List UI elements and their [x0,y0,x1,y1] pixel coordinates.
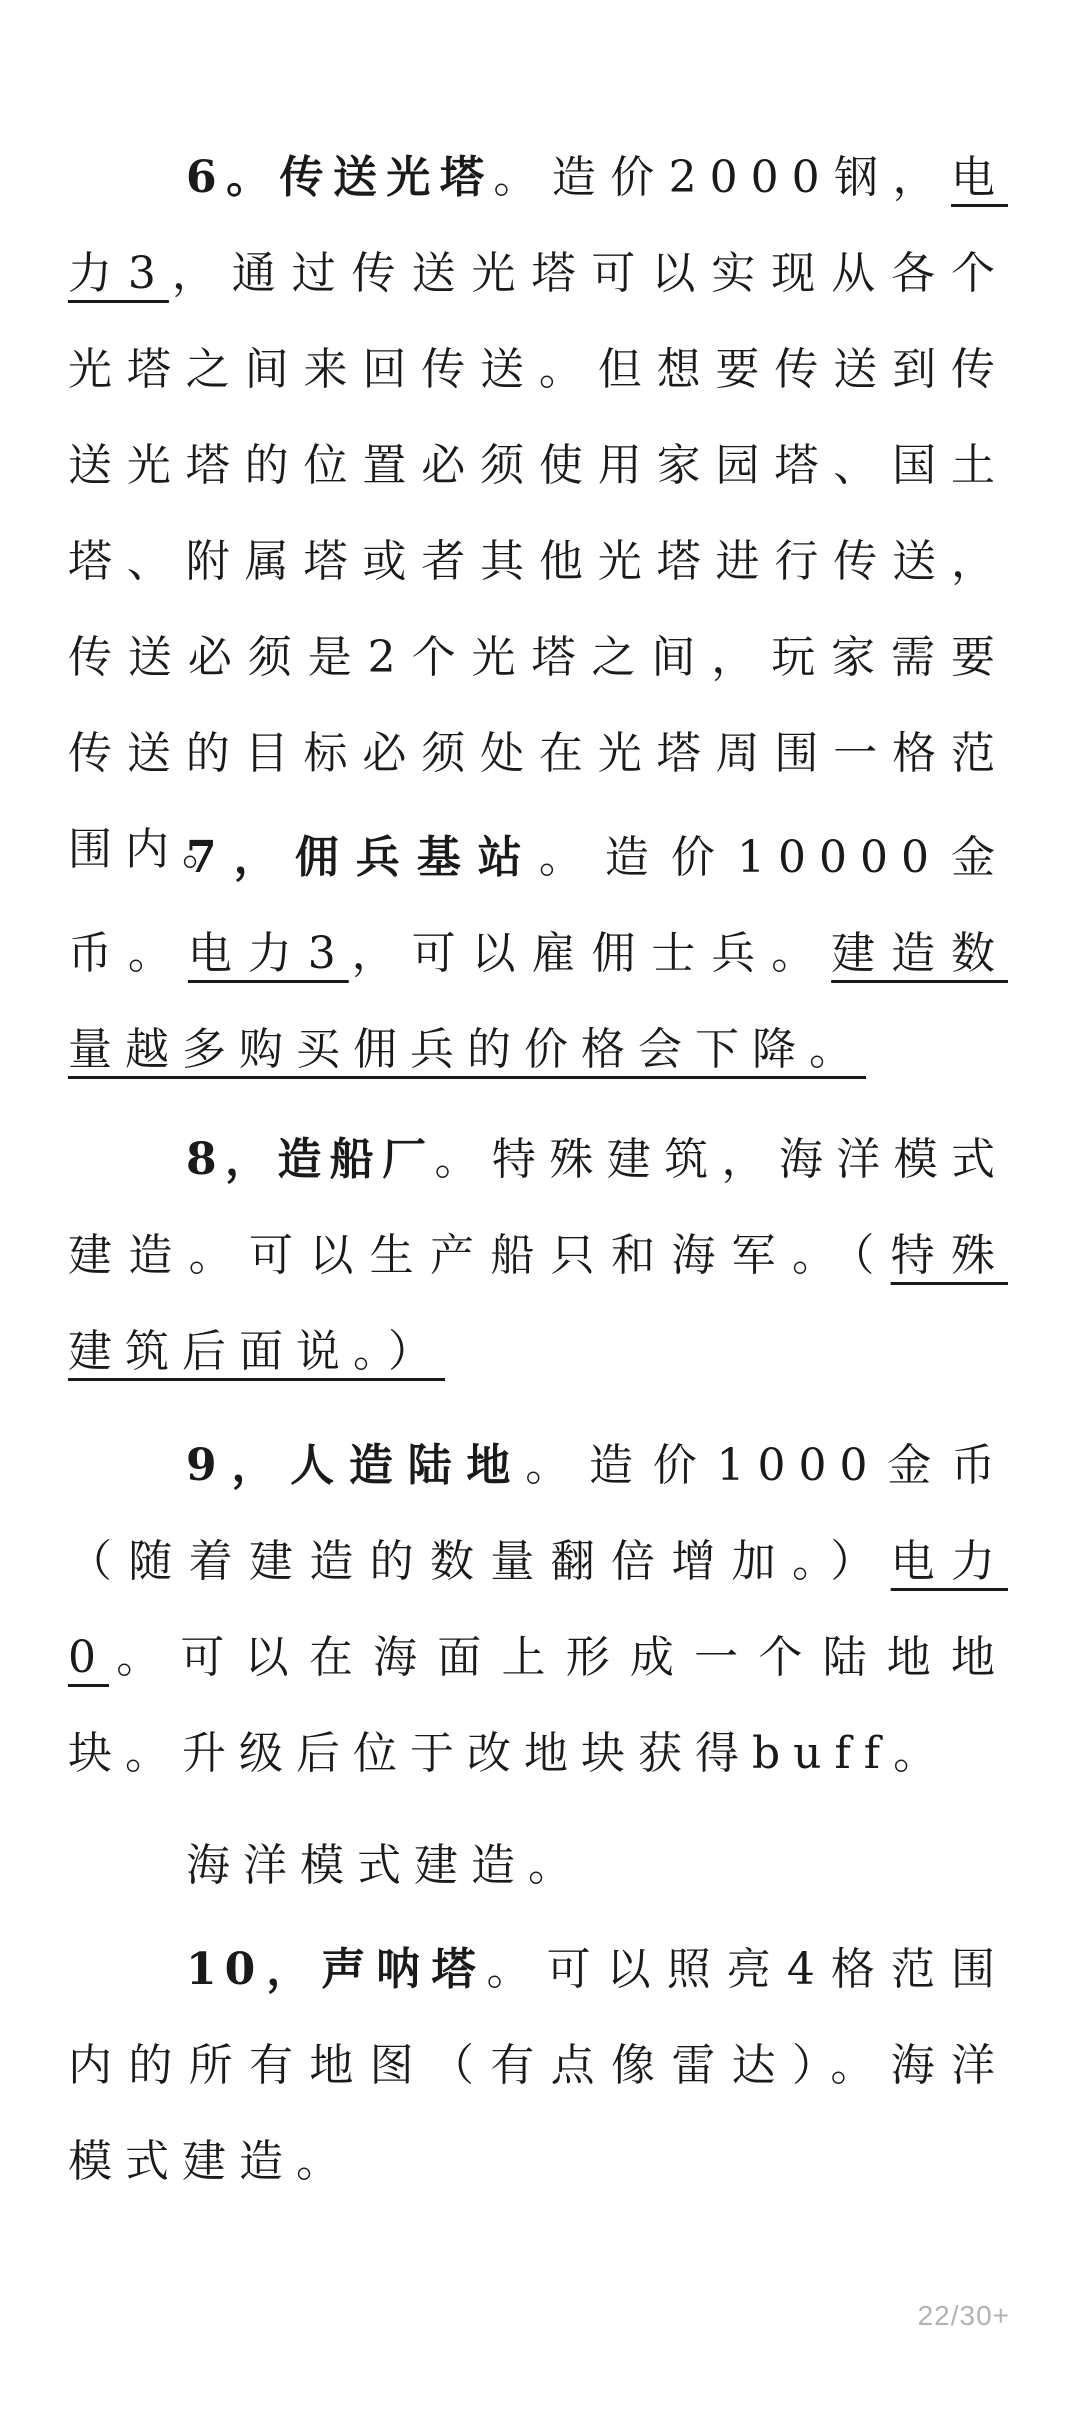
section-9-paragraph [68,1418,1008,1802]
section-9-power-underlined: 电力0 [68,1536,1009,1683]
section-9-text-2: 。可以在海面上形成一个陆地地块。升级后位于改地块获得buff。 [68,1632,1008,1779]
section-9-text-1: 。造价1000金币（随着建造的数量翻倍增加。） [68,1440,1008,1587]
section-8-text-1: 。特殊建筑，海洋模式建造。可以生产船只和海军。（ [68,1134,1009,1281]
section-9-heading: 9，人造陆地 [186,1440,526,1491]
section-7-text-1: 。造价10000金币。 [68,832,1008,979]
section-10-text-1: 。可以照亮4格范围内的所有地图（有点像雷达）。海洋模式建造。 [68,1944,1008,2187]
section-7-heading: 7，佣兵基站 [186,832,539,883]
section-8-heading: 8，造船厂 [186,1134,435,1185]
section-7-paragraph [68,810,1008,1098]
section-10-paragraph [68,1922,1008,2210]
page-indicator: 22/30+ [917,2300,1010,2331]
ocean-mode-note: 海洋模式建造。 [186,1840,585,1891]
section-7-text-2: ，可以雇佣士兵。 [348,928,832,979]
section-6-text-2: ，通过传送光塔可以实现从各个光塔之间来回传送。但想要传送到传送光塔的位置必须使用家园塔、国土塔、附属塔或者其他光塔进行传送，传送必须是2个光塔之间，玩家需要传送的目标必须处在光塔周围一格范围内。 [68,248,1009,875]
section-8-paragraph [68,1112,1008,1400]
section-6-paragraph [68,130,1008,898]
section-7-power-underlined: 电力3 [187,928,349,979]
section-7-note-underlined: 建造数量越多购买佣兵的价格会下降。 [68,928,1009,1075]
section-10-heading: 10，声呐塔 [186,1944,487,1995]
section-6-text-1: 。造价2000钢， [493,152,951,203]
section-6-heading: 6。传送光塔 [186,152,494,203]
section-6-power-underlined: 电力3 [68,152,1008,299]
section-8-note-underlined: 特殊建筑后面说。） [68,1230,1009,1377]
